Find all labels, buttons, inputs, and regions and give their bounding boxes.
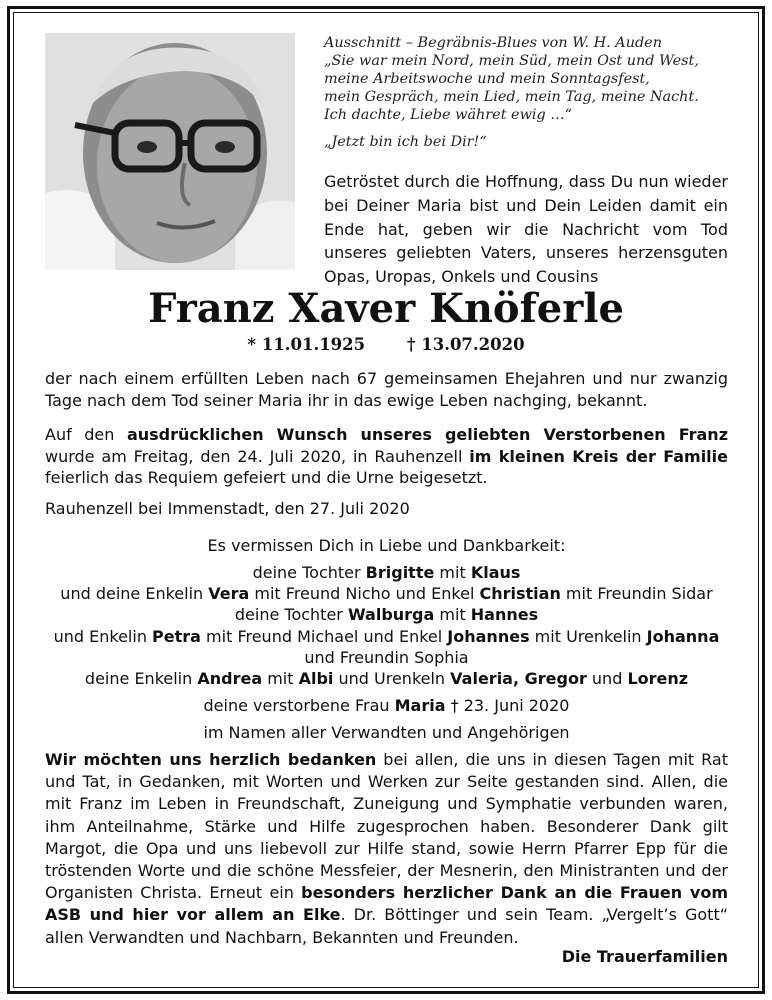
- intro-text: [324, 170, 728, 289]
- poem-line: Ausschnitt – Begräbnis-Blues von W. H. Auden: [324, 35, 662, 51]
- text: und Enkelin: [53, 626, 153, 646]
- family-member-name: Johannes: [447, 626, 530, 646]
- deceased-name: Franz Xaver Knöferle: [148, 285, 624, 332]
- birth-date: * 11.01.1925: [247, 335, 366, 354]
- announcement-paragraph: der nach einem erfüllten Leben nach 67 gemeinsamen Ehejahren und nur zwanzig Tage nach dem Tod seiner Maria ihr in das ewige Leben nachging, bekannt.: [45, 369, 728, 410]
- text: mit: [434, 605, 471, 625]
- miss-line: Es vermissen Dich in Liebe und Dankbarkeit:: [207, 536, 566, 555]
- text: Auf den: [45, 425, 127, 444]
- thanks-paragraph: [45, 749, 728, 949]
- family-line: [40, 647, 733, 668]
- poem-line: Ich dachte, Liebe währet ewig …“: [324, 107, 573, 123]
- family-line: [40, 562, 733, 583]
- family-member-name: Hannes: [470, 605, 539, 625]
- text: . Dr. Böttinger und sein Team. „Vergelt’s Gott“ allen Verwandten und Nachbarn, Bekannten und Freunden.: [45, 905, 729, 947]
- text: mit Freund Michael und Enkel: [200, 626, 448, 646]
- family-member-name: Petra: [152, 626, 201, 646]
- text: und: [586, 669, 628, 689]
- text: bei allen, die uns in diesen Tagen mit Rat und Tat, in Gedanken, mit Worten und Werken zur Seite gestanden sind. Allen, die mit Franz im Leben in Freundschaft, Zuneigung und Symphatie verbunden waren, ihm Anteilnahme, Stärke und Hilfe zugesprochen haben. Besonderer Dank gilt Margot, die Opa und uns liebevoll zur Hilfe stand, sowie Herrn Pfarrer Epp für die tröstenden Worte und die schöne Messfeier, der Mesnerin, den Ministranten und der Organisten Christa. Erneut ein: [45, 750, 728, 903]
- text: deine Enkelin: [84, 669, 198, 689]
- text: deine verstorbene Frau: [203, 696, 395, 715]
- poem-excerpt: [324, 34, 734, 151]
- bold-text: ausdrücklichen Wunsch unseres geliebten Verstorbenen Franz: [126, 425, 729, 444]
- family-list: [40, 562, 733, 689]
- poem-line: „Sie war mein Nord, mein Süd, mein Ost und West,: [324, 53, 699, 69]
- text: mit Freund Nicho und Enkel: [249, 584, 480, 604]
- text: und Urenkeln: [333, 669, 451, 689]
- text: deine Tochter: [234, 605, 348, 625]
- late-wife-line: [40, 695, 733, 716]
- bold-text: besonders herzlicher Dank an die Frauen vom ASB und hier vor allem an Elke: [45, 883, 728, 925]
- text: mit Freundin Sidar: [560, 584, 713, 604]
- family-line: [40, 668, 733, 689]
- poem-line: mein Gespräch, mein Lied, mein Tag, meine Nacht.: [324, 89, 699, 105]
- text: mit Urenkelin: [529, 626, 647, 646]
- text: feierlich das Requiem gefeiert und die Urne beigesetzt.: [45, 468, 488, 487]
- text: deine Tochter: [252, 563, 366, 582]
- bold-text: Wir möchten uns herzlich bedanken: [45, 750, 377, 769]
- text: wurde am Freitag, den 24. Juli 2020, in Rauhenzell: [45, 446, 470, 466]
- place-date: Rauhenzell bei Immenstadt, den 27. Juli 2020: [45, 499, 410, 518]
- family-member-name: Lorenz: [627, 669, 689, 689]
- death-date: † 13.07.2020: [406, 335, 525, 354]
- text: mit: [434, 563, 471, 582]
- family-member-name: Valeria, Gregor: [450, 669, 587, 689]
- poem-quote: „Jetzt bin ich bei Dir!“: [324, 134, 487, 150]
- portrait-photo: [45, 33, 295, 270]
- text: und deine Enkelin: [60, 584, 209, 604]
- intro-paragraph: Getröstet durch die Hoffnung, dass Du nun wieder bei Deiner Maria bist und Dein Leiden damit ein Ende hat, geben wir die Nachricht vom Tod unseres geliebten Vaters, unseres herzensguten Opas, Uropas, Onkels und Cousins: [324, 172, 728, 287]
- text: und Freundin Sophia: [304, 647, 469, 667]
- bold-text: im kleinen Kreis der Familie: [469, 446, 728, 466]
- relatives-line: im Namen aller Verwandten und Angehörigen: [203, 723, 570, 742]
- family-line: [40, 604, 733, 625]
- family-member-name: Walburga: [347, 605, 435, 625]
- family-member-name: Christian: [479, 584, 561, 604]
- family-line: [40, 626, 733, 647]
- family-member-name: Brigitte: [365, 563, 435, 582]
- text: mit: [262, 669, 299, 689]
- family-line: [40, 583, 733, 604]
- life-dates: [0, 335, 772, 354]
- family-member-name: Andrea: [197, 669, 263, 689]
- family-member-name: Vera: [208, 584, 250, 604]
- wife-name: Maria: [394, 696, 446, 715]
- funeral-paragraph: [45, 424, 728, 489]
- poem-line: meine Arbeitswoche und mein Sonntagsfest,: [324, 71, 650, 87]
- signature: Die Trauerfamilien: [561, 947, 728, 966]
- text: † 23. Juni 2020: [445, 696, 570, 715]
- family-member-name: Albi: [298, 669, 334, 689]
- family-member-name: Johanna: [646, 626, 720, 646]
- family-member-name: Klaus: [470, 563, 521, 582]
